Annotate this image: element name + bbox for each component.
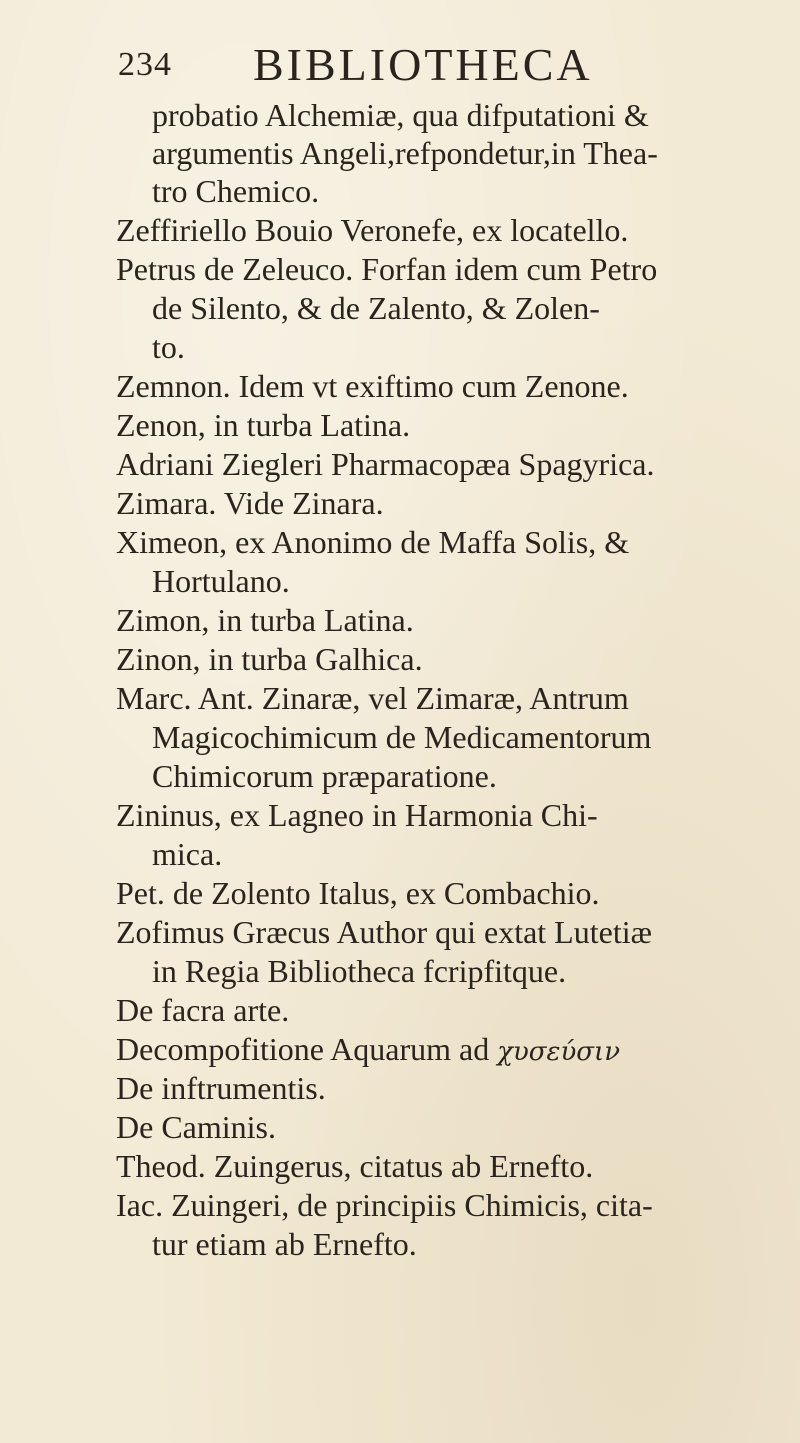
text-line: argumentis Angeli,refpondetur,in Thea- — [152, 135, 658, 171]
text-line: tro Chemico. — [152, 173, 320, 209]
text-line: Zeffiriello Bouio Veronefe, ex locatello. — [116, 212, 629, 248]
text-line: Chimicorum præparatione. — [152, 758, 497, 794]
running-title: BIBLIOTHECA — [253, 39, 593, 90]
text-line: in Regia Bibliotheca fcripfitque. — [152, 953, 567, 989]
text-line: Zimara. Vide Zinara. — [116, 485, 384, 521]
text-line: Zofimus Græcus Author qui extat Lutetiæ — [116, 914, 652, 950]
text-line: Magicochimicum de Medicamentorum — [152, 719, 652, 755]
text-line: Iac. Zuingeri, de principiis Chimicis, cita- — [116, 1187, 653, 1223]
text-line: De facra arte. — [116, 992, 290, 1028]
text-line: Marc. Ant. Zinaræ, vel Zimaræ, Antrum — [116, 680, 629, 716]
page-number: 234 — [118, 46, 172, 83]
text-line: probatio Alchemiæ, qua difputationi & — [152, 97, 649, 133]
text-line: Adriani Ziegleri Pharmacopæa Spagyrica. — [116, 446, 655, 482]
text-line: De Caminis. — [116, 1109, 276, 1145]
text-line: to. — [152, 329, 185, 365]
greek-word: χυσεύσιν — [497, 1037, 621, 1067]
text-line: Ximeon, ex Anonimo de Maffa Solis, & — [116, 524, 630, 560]
text-line: Hortulano. — [152, 563, 290, 599]
text-line: tur etiam ab Ernefto. — [152, 1226, 417, 1262]
text-line: Zenon, in turba Latina. — [116, 407, 411, 443]
text-line: Petrus de Zeleuco. Forfan idem cum Petro — [116, 251, 658, 287]
text-line: de Silento, & de Zalento, & Zolen- — [152, 290, 600, 326]
text-line: Zemnon. Idem vt exiftimo cum Zenone. — [116, 368, 629, 404]
text-line: De inftrumentis. — [116, 1070, 326, 1106]
text-line: Zinon, in turba Galhica. — [116, 641, 423, 677]
text-line: Zininus, ex Lagneo in Harmonia Chi- — [116, 797, 598, 833]
text-line-with-greek — [116, 1030, 620, 1071]
text-line: Theod. Zuingerus, citatus ab Ernefto. — [116, 1148, 594, 1184]
text-line: mica. — [152, 836, 223, 872]
text-line: Zimon, in turba Latina. — [116, 602, 414, 638]
text-segment: Decompofitione Aquarum ad — [116, 1031, 490, 1067]
text-line: Pet. de Zolento Italus, ex Combachio. — [116, 875, 600, 911]
